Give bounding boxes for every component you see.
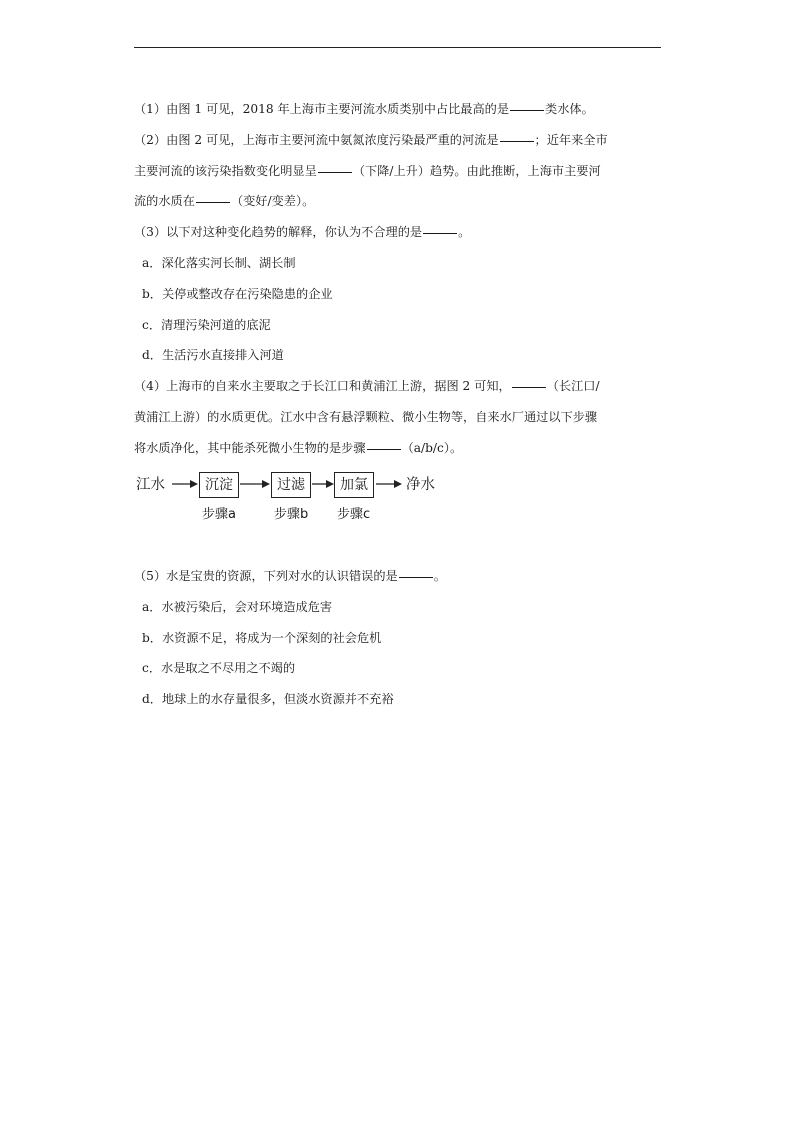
question-body [134, 94, 664, 464]
answer-blank[interactable] [318, 171, 352, 173]
q1-text: （1）由图 1 可见，2018 年上海市主要河流水质类别中占比最高的是 [134, 102, 510, 116]
answer-blank[interactable] [423, 232, 457, 234]
q5-text: （5）水是宝贵的资源，下列对水的认识错误的是 [134, 569, 398, 583]
q2-line-1 [134, 125, 664, 156]
answer-blank[interactable] [367, 448, 401, 450]
q3-option-b: b．关停或整改存在污染隐患的企业 [142, 286, 333, 301]
q2-text: （变好/变差）。 [230, 194, 315, 209]
q5-option-c: c．水是取之不尽用之不竭的 [142, 661, 296, 676]
answer-blank[interactable] [500, 140, 534, 142]
step-label-b: 步骤b [274, 507, 309, 522]
q4-text: 将水质净化，其中能杀死微小生物的是步骤 [134, 440, 366, 455]
q5-option-a: a．水被污染后，会对环境造成危害 [142, 599, 333, 614]
q2-text: （下降/上升）趋势。由此推断，上海市主要河 [352, 163, 601, 178]
q3-text: 。 [458, 225, 471, 240]
q3-option-a: a．深化落实河长制、湖长制 [142, 255, 296, 270]
step-label-c: 步骤c [337, 507, 371, 522]
answer-blank[interactable] [510, 109, 544, 111]
q3-stem [134, 217, 664, 248]
q2-text: （2）由图 2 可见，上海市主要河流中氨氮浓度污染最严重的河流是 [134, 132, 499, 147]
q2-line-3 [134, 186, 664, 217]
q3-text: （3）以下对这种变化趋势的解释，你认为不合理的是 [134, 225, 423, 240]
answer-blank[interactable] [196, 201, 230, 203]
q2-line-2 [134, 156, 664, 187]
step-box-sedimentation: 沉淀 [199, 472, 239, 498]
arrow-icon [172, 478, 198, 490]
q2-text: 主要河流的该污染指数变化明显呈 [134, 163, 317, 178]
q1-line [134, 94, 664, 125]
q5-text: 。 [433, 569, 446, 583]
q4-line-2: 黄浦江上游）的水质更优。江水中含有悬浮颗粒、微小生物等，自来水厂通过以下步骤 [134, 409, 598, 424]
q4-text: （a/b/c）。 [401, 440, 463, 455]
q4-text: （4）上海市的自来水主要取之于长江口和黄浦江上游，据图 2 可知， [134, 379, 511, 394]
diagram-result: 净水 [406, 477, 435, 493]
q1-text-end: 类水体。 [545, 102, 594, 116]
step-label-a: 步骤a [202, 507, 236, 522]
step-box-filtration: 过滤 [271, 472, 311, 498]
q4-line-3 [134, 433, 664, 464]
q3-option-d: d．生活污水直接排入河道 [142, 348, 284, 363]
arrow-icon [240, 478, 270, 490]
q2-text: 流的水质在 [134, 194, 195, 209]
arrow-icon [376, 478, 402, 490]
water-treatment-diagram [134, 470, 454, 532]
header-rule [134, 47, 661, 48]
arrow-icon [312, 478, 334, 490]
answer-blank[interactable] [399, 576, 433, 578]
q3-option-c: c．清理污染河道的底泥 [142, 317, 271, 332]
q2-text: ；近年来全市 [534, 132, 608, 147]
q4-text: （长江口/ [546, 379, 600, 394]
step-box-chlorination: 加氯 [334, 472, 374, 498]
q5-option-d: d．地球上的水存量很多，但淡水资源并不充裕 [142, 692, 394, 707]
answer-blank[interactable] [512, 386, 546, 388]
diagram-source: 江水 [136, 477, 165, 493]
q5-stem [134, 561, 664, 592]
question-5 [134, 561, 664, 715]
q5-option-b: b．水资源不足，将成为一个深刻的社会危机 [142, 630, 382, 645]
q4-line-1 [134, 371, 664, 402]
